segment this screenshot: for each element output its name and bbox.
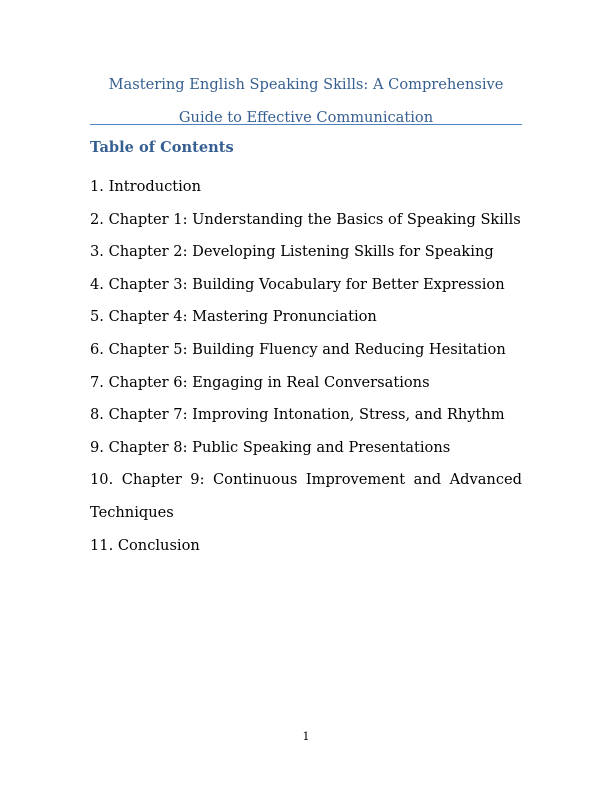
toc-item: 5. Chapter 4: Mastering Pronunciation	[90, 308, 377, 326]
toc-item: 8. Chapter 7: Improving Intonation, Stress, and Rhythm	[90, 406, 505, 424]
toc-item: 6. Chapter 5: Building Fluency and Reducing Hesitation	[90, 340, 506, 358]
page-number: 1	[302, 730, 310, 743]
toc-item: 7. Chapter 6: Engaging in Real Conversations	[90, 373, 430, 391]
toc-item: 4. Chapter 3: Building Vocabulary for Better Expression	[90, 275, 505, 293]
toc-item: 1. Introduction	[90, 178, 201, 195]
title-underline-divider	[90, 124, 522, 125]
toc-item: 11. Conclusion	[90, 536, 200, 554]
toc-item: 2. Chapter 1: Understanding the Basics of Speaking Skills	[90, 210, 521, 228]
toc-item: 10. Chapter 9: Continuous Improvement and Advanced Techniques	[90, 471, 522, 521]
toc-item: 9. Chapter 8: Public Speaking and Presentations	[90, 438, 451, 456]
toc-item: 3. Chapter 2: Developing Listening Skills for Speaking	[90, 243, 494, 261]
title-line-2: Guide to Effective Communication	[178, 109, 434, 126]
title-line-1: Mastering English Speaking Skills: A Comprehensive	[108, 76, 504, 93]
toc-list	[90, 171, 522, 562]
toc-heading: Table of Contents	[90, 139, 234, 156]
